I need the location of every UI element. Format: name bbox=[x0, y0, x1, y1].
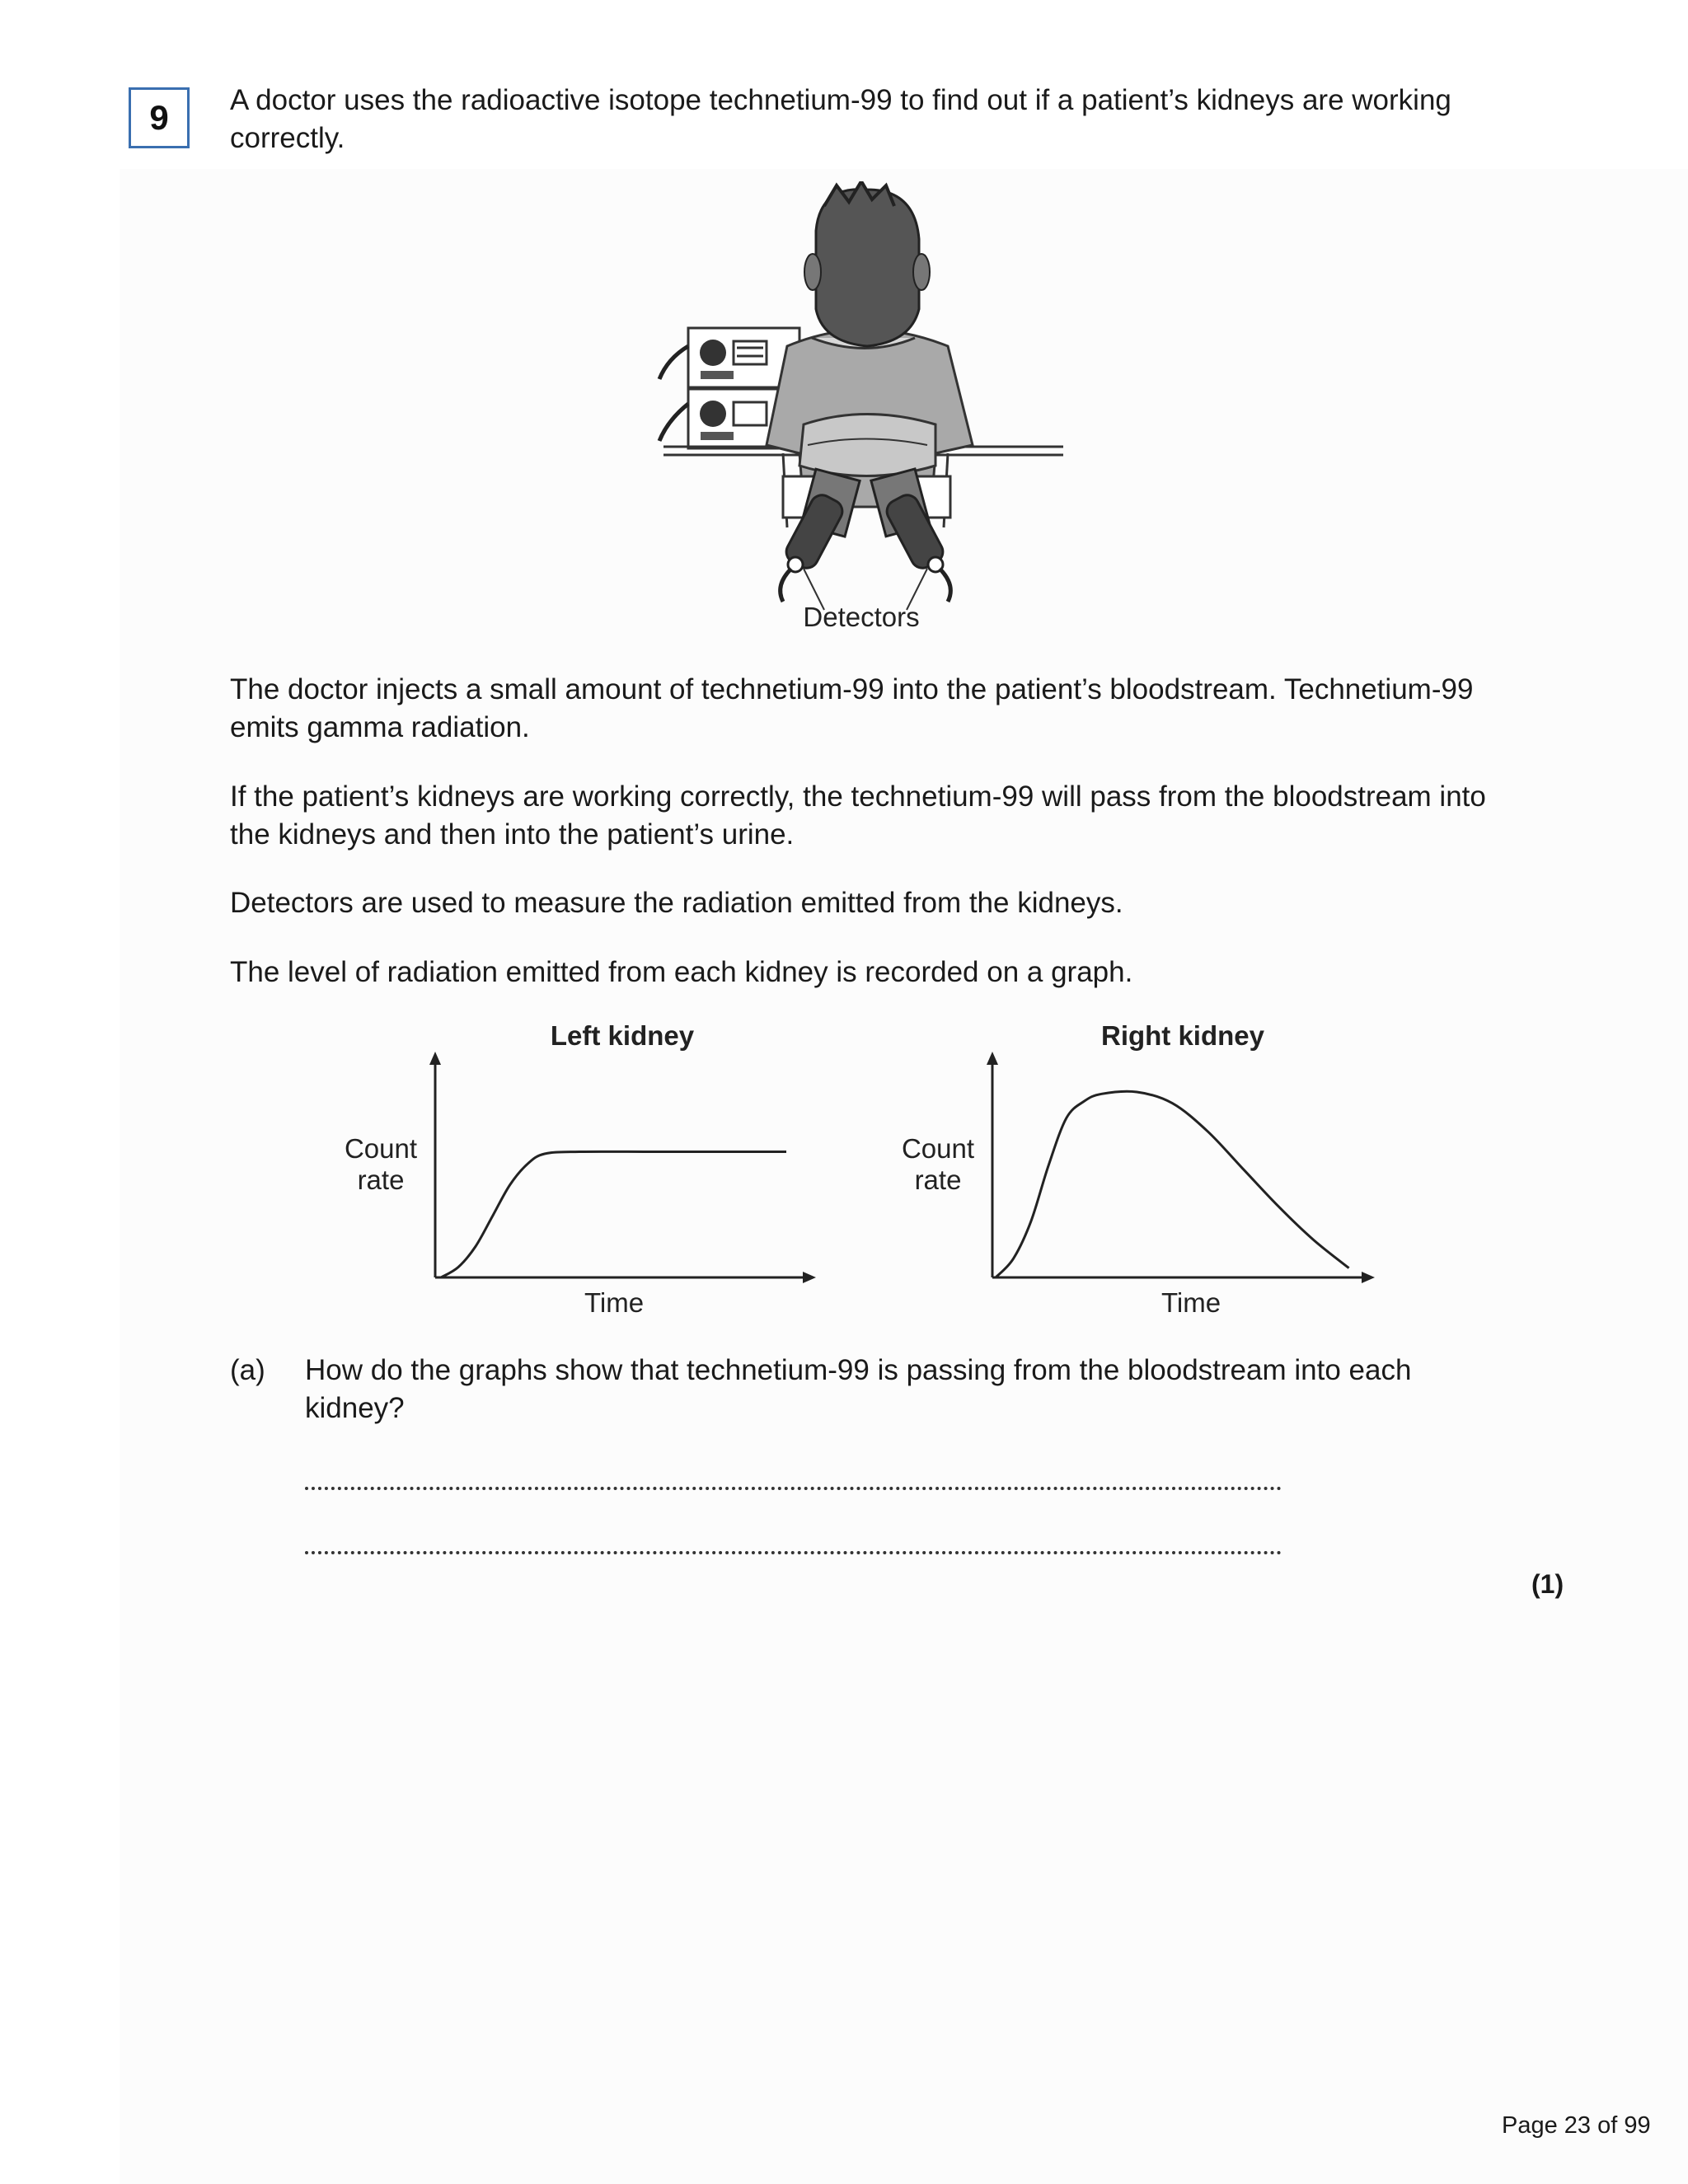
right-kidney-count-line bbox=[996, 1091, 1349, 1277]
answer-line-2[interactable] bbox=[305, 1548, 1282, 1554]
answer-line-1[interactable] bbox=[305, 1483, 1282, 1490]
patient-detector-illustration bbox=[651, 181, 1080, 643]
detectors-label: Detectors bbox=[803, 602, 920, 632]
part-a-question: How do the graphs show that technetium-99 is passing from the bloodstream into each kidney? bbox=[305, 1354, 1412, 1424]
paragraph-detectors: Detectors are used to measure the radiation emitted from the kidneys. bbox=[230, 887, 1123, 919]
left-kidney-title: Left kidney bbox=[550, 1020, 695, 1051]
left-kidney-ylabel-line2: rate bbox=[357, 1165, 405, 1195]
question-number-box: 9 bbox=[129, 87, 190, 148]
right-kidney-title: Right kidney bbox=[1100, 1020, 1265, 1051]
right-kidney-y-axis-arrow bbox=[987, 1052, 998, 1065]
right-kidney-graph bbox=[890, 1014, 1434, 1327]
right-kidney-x-axis-arrow bbox=[1362, 1272, 1375, 1283]
left-kidney-count-line bbox=[441, 1151, 786, 1277]
left-detector bbox=[781, 469, 860, 602]
left-kidney-graph bbox=[330, 1014, 874, 1327]
paragraph-kidneys: If the patient’s kidneys are working correctly, the technetium-99 will pass from the bloodstream into the kidneys and then into the patient’s urine. bbox=[230, 780, 1486, 851]
right-kidney-ylabel-line1: Count bbox=[901, 1133, 975, 1164]
left-kidney-ylabel-line1: Count bbox=[344, 1133, 418, 1164]
right-detector bbox=[871, 469, 950, 602]
marks-indicator: (1) bbox=[1531, 1569, 1564, 1599]
right-kidney-ylabel-line2: rate bbox=[914, 1165, 962, 1195]
part-a-label: (a) bbox=[230, 1354, 265, 1386]
left-kidney-xlabel: Time bbox=[584, 1287, 645, 1318]
left-kidney-y-axis-arrow bbox=[429, 1052, 441, 1065]
left-kidney-x-axis-arrow bbox=[803, 1272, 816, 1283]
paragraph-graph-intro: The level of radiation emitted from each kidney is recorded on a graph. bbox=[230, 956, 1133, 988]
paragraph-injection: The doctor injects a small amount of technetium-99 into the patient’s bloodstream. Technetium-99 emits gamma radiation. bbox=[230, 673, 1474, 743]
question-intro: A doctor uses the radioactive isotope technetium-99 to find out if a patient’s kidneys are working correctly. bbox=[230, 84, 1451, 154]
right-kidney-xlabel: Time bbox=[1160, 1287, 1221, 1318]
page-number: Page 23 of 99 bbox=[1502, 2112, 1651, 2139]
